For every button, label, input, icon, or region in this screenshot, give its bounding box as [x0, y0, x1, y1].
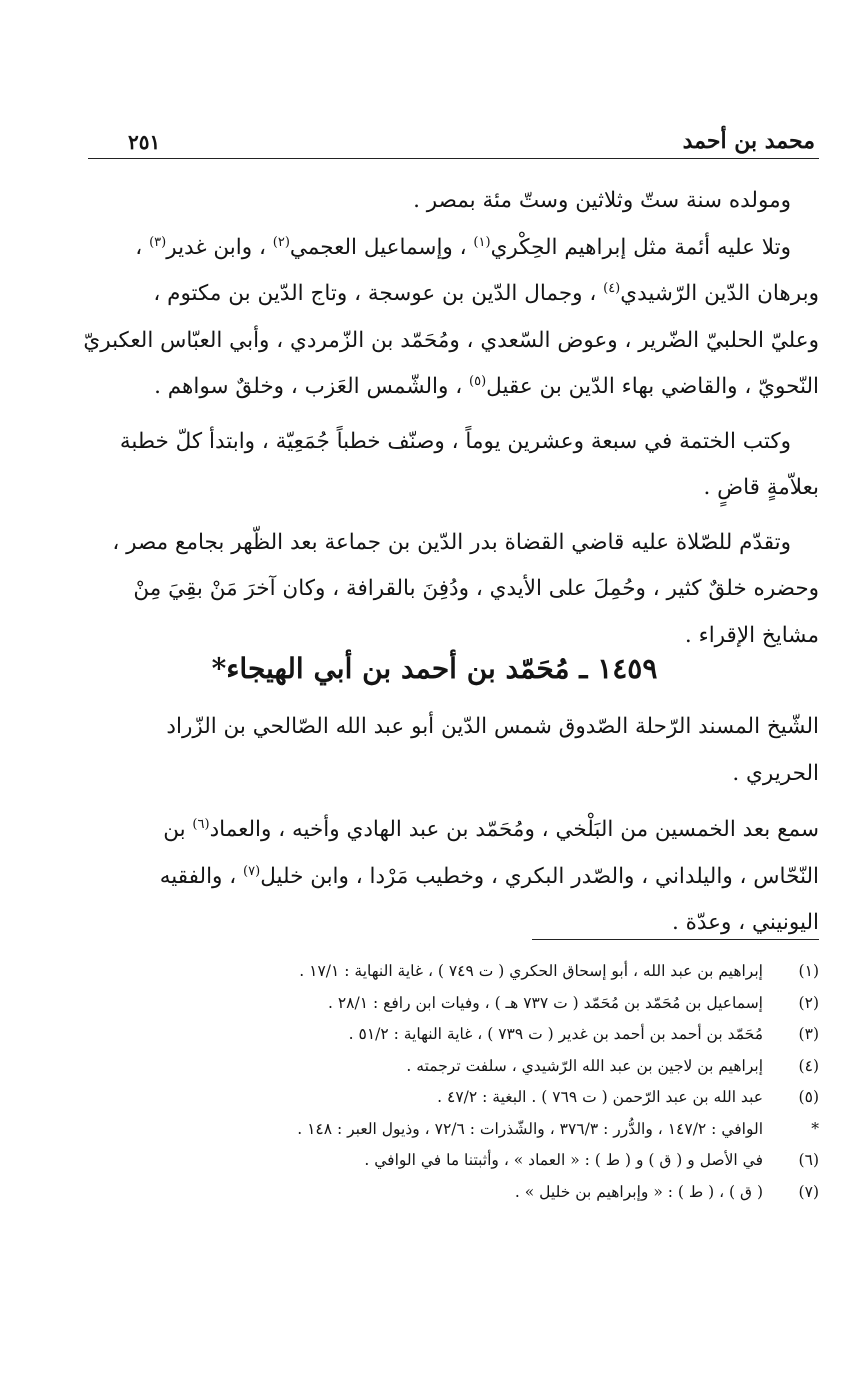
footnote: [60, 1082, 819, 1114]
text-segment: بن: [163, 817, 186, 842]
footnote-ref: (٧): [243, 863, 261, 879]
text-line: بعلاّمةٍ قاضٍ .: [703, 475, 819, 500]
text-line: [50, 225, 819, 272]
footnote: [60, 1177, 819, 1209]
footnote-number: (٦): [798, 1151, 819, 1169]
footnote-ref: (٤): [603, 280, 621, 296]
footnote-ref: (١): [473, 234, 491, 250]
footnote-text: في الأصل و ( ق ) و ( ط ) : « العماد » ، وأثبتنا ما في الوافي .: [364, 1151, 763, 1169]
text-line: وحضره خلقٌ كثير ، وحُمِلَ على الأيدي ، ودُفِنَ بالقرافة ، وكان آخرَ مَنْ بقِيَ مِنْ: [133, 576, 819, 601]
footnote: [60, 988, 819, 1020]
footnote-text: مُحَمّد بن أحمد بن أحمد بن غدير ( ت ٧٣٩ ) ، غاية النهاية : ٥١/٢ .: [348, 1025, 763, 1043]
footnote: [60, 956, 819, 988]
footnote-number: (١): [798, 962, 819, 980]
footnote-text: إبراهيم بن عبد الله ، أبو إسحاق الحكري ( ت ٧٤٩ ) ، غاية النهاية : ١٧/١ .: [299, 962, 763, 980]
running-title: محمد بن أحمد: [682, 128, 815, 154]
footnote-number: (٥): [798, 1088, 819, 1106]
text-line: مشايخ الإقراء .: [684, 622, 819, 648]
text-line: [50, 854, 819, 901]
text-line: وتقدّم للصّلاة عليه قاضي القضاة بدر الدّين بن جماعة بعد الظّهر بجامع مصر ،: [112, 529, 791, 555]
footnote-number: (٤): [798, 1056, 819, 1075]
footnote-text: الوافي : ١٤٧/٢ ، والدُّرر : ٣٧٦/٣ ، والشّذرات : ٧٢/٦ ، وذيول العبر : ١٤٨ .: [297, 1119, 763, 1138]
footnote: [60, 1019, 819, 1051]
footnote-divider: [532, 939, 819, 940]
footnote: [60, 1145, 819, 1177]
footnote-number: (٢): [798, 993, 819, 1012]
text-segment: ، وإسماعيل العجمي: [289, 234, 467, 260]
text-line: [50, 364, 819, 411]
text-segment: النّحّاس ، واليلداني ، والصّدر البكري ، وخطيب مَرْدا ، وابن خليل: [260, 863, 819, 889]
footnote: [60, 1114, 819, 1146]
footnote-text: عبد الله بن عبد الرّحمن ( ت ٧٦٩ ) . البغية : ٤٧/٢ .: [437, 1088, 763, 1106]
running-header: [88, 118, 819, 159]
text-line: الشّيخ المسند الرّحلة الصّدوق شمس الدّين أبو عبد الله الصّالحي بن الزّراد: [166, 714, 819, 739]
text-segment: ، وابن غدير: [166, 234, 266, 260]
entry-text: [50, 704, 819, 947]
footnote-ref: (٢): [272, 234, 290, 250]
footnote-number: (٣): [798, 1025, 819, 1043]
text-segment: ،: [135, 234, 143, 260]
footnote-text: إبراهيم بن لاجين بن عبد الله الرّشيدي ، سلفت ترجمته .: [406, 1056, 763, 1075]
page-number: ٢٥١: [128, 130, 161, 154]
text-line: [50, 807, 819, 854]
text-segment: ، والشّمس العَزب ، وخلقٌ سواهم .: [154, 374, 463, 399]
text-line: اليونيني ، وعدّة .: [671, 910, 819, 935]
text-line: الحريري .: [732, 760, 819, 786]
text-line: [50, 271, 819, 318]
footnote-text: إسماعيل بن مُحَمّد بن مُحَمّد ( ت ٧٣٧ هـ ) ، وفيات ابن رافع : ٢٨/١ .: [327, 993, 763, 1012]
footnote: [60, 1051, 819, 1083]
text-segment: ، وجمال الدّين بن عوسجة ، وتاج الدّين بن مكتوم ،: [153, 281, 597, 306]
text-line: ومولده سنة ستّ وثلاثين وستّ مئة بمصر .: [413, 188, 791, 213]
footnote-ref: (٥): [469, 373, 487, 389]
text-line: وعليّ الحلبيّ الضّرير ، وعوض السّعدي ، ومُحَمّد بن الزّمردي ، وأبي العبّاس العكبريّ: [83, 327, 819, 353]
text-segment: وبرهان الدّين الرّشيدي: [620, 281, 819, 306]
text-segment: وتلا عليه أئمة مثل إبراهيم الحِكْري: [490, 234, 791, 260]
text-segment: النّحويّ ، والقاضي بهاء الدّين بن عقيل: [486, 374, 819, 399]
footnote-number: *: [811, 1119, 819, 1138]
footnote-text: ( ق ) ، ( ط ) : « وإبراهيم بن خليل » .: [514, 1182, 763, 1201]
footnote-ref: (٣): [149, 234, 167, 250]
footnote-number: (٧): [798, 1182, 819, 1201]
footnote-ref: (٦): [192, 816, 210, 832]
entry-heading: ١٤٥٩ ـ مُحَمّد بن أحمد بن أبي الهيجاء*: [211, 652, 658, 685]
text-line: وكتب الختمة في سبعة وعشرين يوماً ، وصنّف خطباً جُمَعِيّة ، وابتدأ كلّ خطبة: [119, 428, 791, 454]
text-segment: ، والفقيه: [159, 863, 237, 889]
text-segment: سمع بعد الخمسين من البَلْخي ، ومُحَمّد بن عبد الهادي وأخيه ، والعماد: [209, 817, 819, 842]
footnotes: [60, 956, 819, 1208]
main-text: [50, 178, 819, 659]
